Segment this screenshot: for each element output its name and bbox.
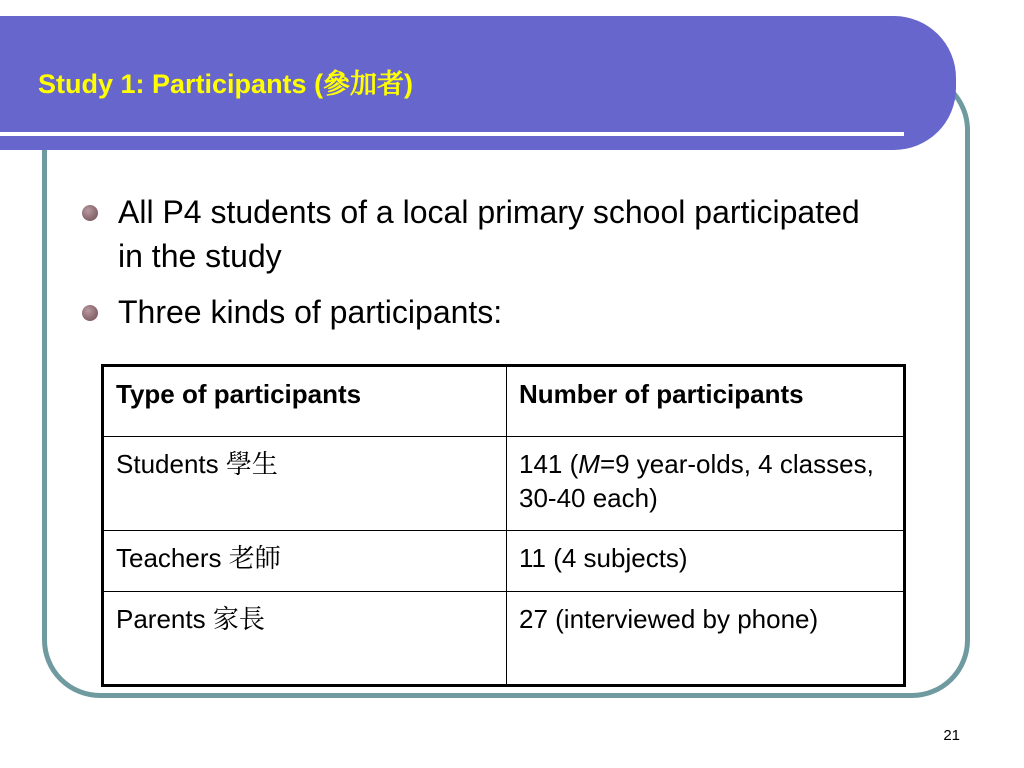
cell-type: Parents 家長 bbox=[103, 592, 507, 686]
bullet-text: Three kinds of participants: bbox=[118, 294, 503, 330]
bullet-list bbox=[82, 190, 862, 346]
header-number: Number of participants bbox=[507, 366, 905, 437]
cell-number-italic: M bbox=[578, 449, 600, 479]
cell-type: Students 學生 bbox=[103, 437, 507, 531]
table-row bbox=[103, 592, 905, 686]
cell-number: 11 (4 subjects) bbox=[507, 531, 905, 592]
bullet-item bbox=[82, 290, 862, 334]
bullet-item bbox=[82, 190, 862, 278]
title-underline bbox=[0, 132, 904, 136]
table-row bbox=[103, 437, 905, 531]
participants-table bbox=[101, 364, 906, 687]
slide-title: Study 1: Participants (參加者) bbox=[38, 69, 414, 99]
page-number: 21 bbox=[943, 727, 960, 744]
bullet-dot-icon bbox=[82, 205, 98, 221]
table-row bbox=[103, 531, 905, 592]
cell-number: 27 (interviewed by phone) bbox=[507, 592, 905, 686]
header-type: Type of participants bbox=[103, 366, 507, 437]
table-header-row bbox=[103, 366, 905, 437]
bullet-dot-icon bbox=[82, 305, 98, 321]
bullet-text: All P4 students of a local primary school participated in the study bbox=[118, 194, 860, 274]
cell-number-text: 141 ( bbox=[519, 449, 579, 479]
cell-type: Teachers 老師 bbox=[103, 531, 507, 592]
cell-number bbox=[507, 437, 905, 531]
cell-number-text-rest: =9 year-olds, 4 classes, 30-40 each) bbox=[519, 449, 874, 513]
